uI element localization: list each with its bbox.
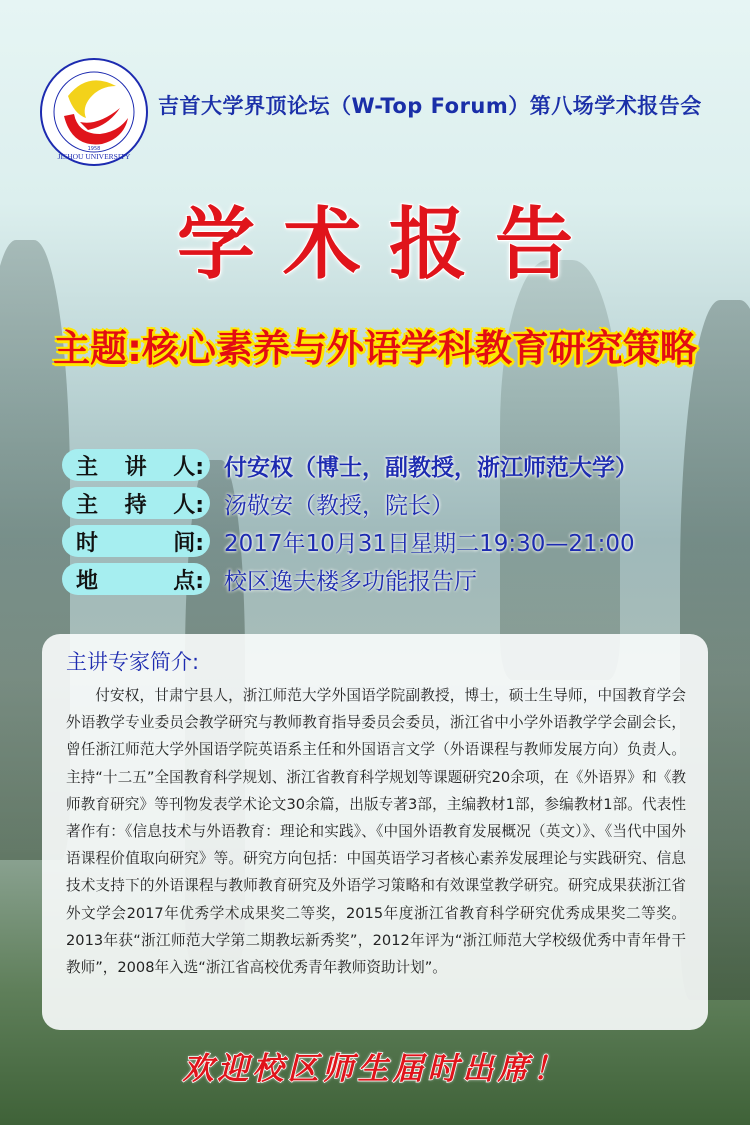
info-row-time <box>62 522 638 560</box>
speaker-bio-panel <box>42 634 708 1030</box>
info-label <box>62 449 210 481</box>
info-label <box>62 525 210 557</box>
info-row-place <box>62 560 638 598</box>
info-label <box>62 563 210 595</box>
info-row-host <box>62 484 638 522</box>
label-char: 点: <box>173 568 204 594</box>
poster-title: 学术报告 <box>176 200 601 290</box>
poster-subtitle: 主题:核心素养与外语学科教育研究策略 <box>53 327 697 370</box>
event-info <box>62 446 638 598</box>
label-char: 主 <box>76 454 99 480</box>
info-value: 汤敬安（教授，院长） <box>224 492 454 519</box>
info-value: 校区逸夫楼多功能报告厅 <box>224 568 477 595</box>
logo-text: JISHOU UNIVERSITY <box>57 152 131 161</box>
label-char: 间: <box>173 530 204 556</box>
forum-title: 吉首大学界顶论坛（W-Top Forum）第八场学术报告会 <box>158 94 702 118</box>
info-value: 付安权（博士，副教授，浙江师范大学） <box>224 454 638 481</box>
label-char: 持 <box>124 492 147 518</box>
bio-text: 付安权，甘肃宁县人，浙江师范大学外国语学院副教授，博士，硕士生导师，中国教育学会外语教学专业委员会教学研究与教师教育指导委员会委员，浙江省中小学外语教学学会副会长，曾任浙江师范大学外国语学院英语系主任和外国语言文学（外语课程与教师发展方向）负责人。主持“十二五”全国教育科学规划、浙江省教育科学规划等课题研究20余项，在《外语界》和《教师教育研究》等刊物发表学术论文30余篇，出版专著3部，主编教材1部，参编教材1部。代表性著作有：《信息技术与外语教育：理论和实践》、《中国外语教育发展概况（英文）》、《当代中国外语课程价值取向研究》等。研究方向包括：中国英语学习者核心素养发展理论与实践研究、信息技术支持下的外语课程与教师教育研究及外语学习策略和有效课堂教学研究。研究成果获浙江省外文学会2017年优秀学术成果奖二等奖，2015年度浙江省教育科学研究优秀成果奖二等奖。2013年获“浙江师范大学第二期教坛新秀奖”，2012年评为“浙江师范大学校级优秀中青年骨干教师”，2008年入选“浙江省高校优秀青年教师资助计划”。 <box>66 687 686 977</box>
label-char: 主 <box>76 492 99 518</box>
label-char: 人: <box>173 454 204 480</box>
label-char: 时 <box>76 530 99 556</box>
closing-invitation: 欢迎校区师生届时出席！ <box>182 1051 568 1087</box>
logo-year: 1958 <box>87 146 101 152</box>
label-char: 地 <box>76 568 99 594</box>
university-logo <box>38 56 150 168</box>
bio-heading: 主讲专家简介: <box>66 650 200 674</box>
info-row-speaker <box>62 446 638 484</box>
label-char: 讲 <box>124 454 147 480</box>
label-char: 人: <box>173 492 204 518</box>
info-label <box>62 487 210 519</box>
info-value: 2017年10月31日星期二19:30—21:00 <box>224 530 635 557</box>
